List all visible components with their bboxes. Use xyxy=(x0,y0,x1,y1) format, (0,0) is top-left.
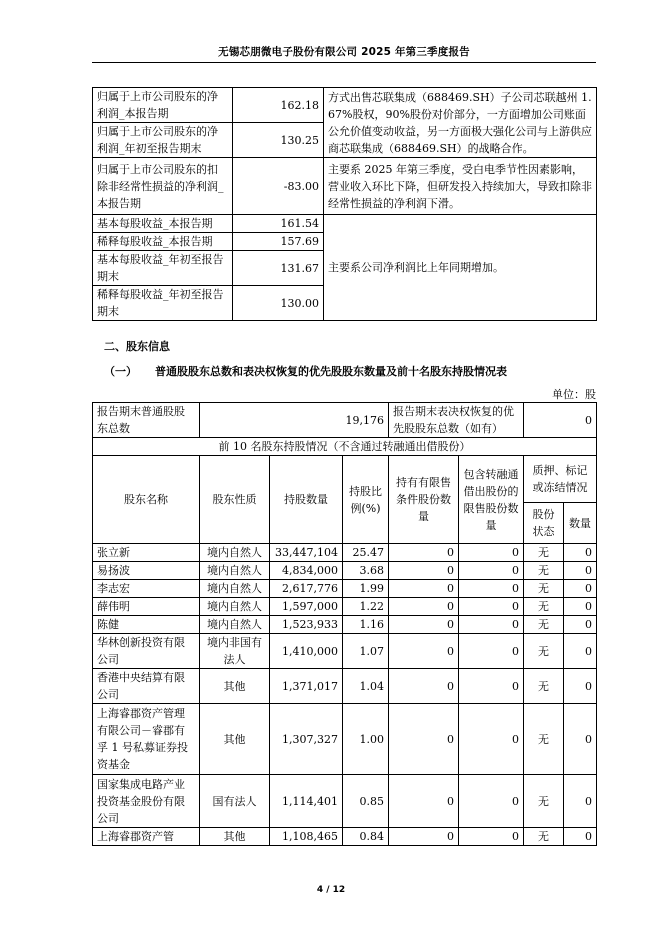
table-row xyxy=(93,775,597,828)
holder-ratio: 0.84 xyxy=(343,828,389,846)
holder-ratio: 1.22 xyxy=(343,598,389,616)
table-row xyxy=(93,544,597,562)
shareholder-table xyxy=(92,402,597,846)
finance-label: 归属于上市公司股东的净利润_本报告期 xyxy=(93,88,233,123)
table-row xyxy=(93,704,597,775)
holder-ratio: 1.00 xyxy=(343,704,389,775)
holder-ratio: 1.04 xyxy=(343,669,389,704)
holder-shares: 4,834,000 xyxy=(270,562,343,580)
table-row xyxy=(93,598,597,616)
header-rule xyxy=(92,62,596,63)
holder-lent: 0 xyxy=(459,704,524,775)
holder-status: 无 xyxy=(524,634,564,669)
finance-value: 130.25 xyxy=(233,123,324,158)
holder-status: 无 xyxy=(524,704,564,775)
holder-nature: 境内自然人 xyxy=(200,544,270,562)
holder-name: 上海睿郡资产管理有限公司－睿郡有孚 1 号私募证券投资基金 xyxy=(93,704,200,775)
finance-label: 稀释每股收益_年初至报告期末 xyxy=(93,286,233,321)
page-number: 4 / 12 xyxy=(316,885,346,895)
holder-shares: 1,108,465 xyxy=(270,828,343,846)
holder-restricted: 0 xyxy=(389,544,459,562)
table-row xyxy=(93,580,597,598)
holder-nature: 境内自然人 xyxy=(200,562,270,580)
holder-status: 无 xyxy=(524,580,564,598)
table-row xyxy=(93,634,597,669)
holder-status: 无 xyxy=(524,669,564,704)
holder-restricted: 0 xyxy=(389,598,459,616)
subsection-number: （一） xyxy=(104,365,137,378)
holder-name: 陈健 xyxy=(93,616,200,634)
finance-label: 稀释每股收益_本报告期 xyxy=(93,233,233,251)
finance-value: 130.00 xyxy=(233,286,324,321)
holder-lent: 0 xyxy=(459,580,524,598)
finance-label: 基本每股收益_年初至报告期末 xyxy=(93,251,233,286)
finance-reason: 方式出售芯联集成（688469.SH）子公司芯联越州 1.67%股权，90%股份对价部分，一方面增加公司账面公允价值变动收益，另一方面极大强化公司与上游供应商芯联集成（688469.SH）的战略合作。 xyxy=(324,88,597,158)
holder-shares: 1,371,017 xyxy=(270,669,343,704)
holder-restricted: 0 xyxy=(389,562,459,580)
holder-shares: 2,617,776 xyxy=(270,580,343,598)
holder-name: 上海睿郡资产管 xyxy=(93,828,200,846)
finance-value: -83.00 xyxy=(233,158,324,215)
holder-qty: 0 xyxy=(564,634,597,669)
holder-name: 香港中央结算有限公司 xyxy=(93,669,200,704)
holder-status: 无 xyxy=(524,598,564,616)
holder-nature: 境内自然人 xyxy=(200,580,270,598)
holder-ratio: 3.68 xyxy=(343,562,389,580)
header-status: 股份状态 xyxy=(524,503,564,544)
table-row xyxy=(93,562,597,580)
pref-holders-label: 报告期末表决权恢复的优先股股东总数（如有） xyxy=(389,403,524,438)
holder-status: 无 xyxy=(524,775,564,828)
subsection-text: 普通股股东总数和表决权恢复的优先股股东数量及前十名股东持股情况表 xyxy=(155,365,507,378)
total-holders-value: 19,176 xyxy=(200,403,389,438)
table-row xyxy=(93,828,597,846)
holder-lent: 0 xyxy=(459,598,524,616)
holder-status: 无 xyxy=(524,544,564,562)
holder-nature: 境内非国有法人 xyxy=(200,634,270,669)
holder-shares: 1,307,327 xyxy=(270,704,343,775)
header-ratio: 持股比例(%) xyxy=(343,456,389,544)
finance-label: 归属于上市公司股东的扣除非经常性损益的净利润_本报告期 xyxy=(93,158,233,215)
holder-qty: 0 xyxy=(564,828,597,846)
header-qty: 数量 xyxy=(564,503,597,544)
header-name: 股东名称 xyxy=(93,456,200,544)
holder-lent: 0 xyxy=(459,544,524,562)
holder-qty: 0 xyxy=(564,562,597,580)
holder-restricted: 0 xyxy=(389,828,459,846)
finance-reason: 主要系公司净利润比上年同期增加。 xyxy=(324,215,597,321)
holder-name: 易扬波 xyxy=(93,562,200,580)
holder-shares: 1,410,000 xyxy=(270,634,343,669)
holder-name: 华林创新投资有限公司 xyxy=(93,634,200,669)
finance-table xyxy=(92,87,597,321)
total-holders-label: 报告期末普通股股东总数 xyxy=(93,403,200,438)
holder-restricted: 0 xyxy=(389,775,459,828)
holder-nature: 其他 xyxy=(200,669,270,704)
holder-ratio: 1.07 xyxy=(343,634,389,669)
holder-qty: 0 xyxy=(564,544,597,562)
holder-lent: 0 xyxy=(459,828,524,846)
header-nature: 股东性质 xyxy=(200,456,270,544)
holder-restricted: 0 xyxy=(389,669,459,704)
holder-nature: 境内自然人 xyxy=(200,598,270,616)
holder-shares: 1,597,000 xyxy=(270,598,343,616)
finance-value: 131.67 xyxy=(233,251,324,286)
table-row xyxy=(93,616,597,634)
holder-name: 李志宏 xyxy=(93,580,200,598)
finance-value: 161.54 xyxy=(233,215,324,233)
holder-shares: 1,523,933 xyxy=(270,616,343,634)
holder-name: 张立新 xyxy=(93,544,200,562)
holder-shares: 1,114,401 xyxy=(270,775,343,828)
finance-label: 归属于上市公司股东的净利润_年初至报告期末 xyxy=(93,123,233,158)
header-restricted: 持有有限售条件股份数量 xyxy=(389,456,459,544)
holder-qty: 0 xyxy=(564,598,597,616)
holder-status: 无 xyxy=(524,616,564,634)
holder-nature: 国有法人 xyxy=(200,775,270,828)
holder-qty: 0 xyxy=(564,669,597,704)
holder-nature: 其他 xyxy=(200,704,270,775)
holder-lent: 0 xyxy=(459,775,524,828)
holder-qty: 0 xyxy=(564,580,597,598)
holder-qty: 0 xyxy=(564,704,597,775)
holder-status: 无 xyxy=(524,562,564,580)
finance-label: 基本每股收益_本报告期 xyxy=(93,215,233,233)
holder-name: 国家集成电路产业投资基金股份有限公司 xyxy=(93,775,200,828)
holder-shares: 33,447,104 xyxy=(270,544,343,562)
holder-lent: 0 xyxy=(459,634,524,669)
holder-lent: 0 xyxy=(459,616,524,634)
holder-nature: 其他 xyxy=(200,828,270,846)
subsection-title xyxy=(104,363,507,379)
finance-reason: 主要系 2025 年第三季度，受白电季节性因素影响，营业收入环比下降，但研发投入持续加大，导致扣除非经常性损益的净利润下滑。 xyxy=(324,158,597,215)
holder-qty: 0 xyxy=(564,775,597,828)
report-header: 无锡芯朋微电子股份有限公司 2025 年第三季度报告 xyxy=(218,46,470,58)
holder-ratio: 25.47 xyxy=(343,544,389,562)
header-lent: 包含转融通借出股份的限售股份数量 xyxy=(459,456,524,544)
table-row xyxy=(93,669,597,704)
header-pledge: 质押、标记或冻结情况 xyxy=(524,456,597,503)
holder-ratio: 1.16 xyxy=(343,616,389,634)
finance-value: 162.18 xyxy=(233,88,324,123)
holder-ratio: 1.99 xyxy=(343,580,389,598)
holder-restricted: 0 xyxy=(389,704,459,775)
section-title: 二、股东信息 xyxy=(104,340,170,353)
header-shares: 持股数量 xyxy=(270,456,343,544)
unit-label: 单位：股 xyxy=(552,388,596,401)
holder-restricted: 0 xyxy=(389,580,459,598)
holder-qty: 0 xyxy=(564,616,597,634)
holder-name: 薛伟明 xyxy=(93,598,200,616)
holder-lent: 0 xyxy=(459,669,524,704)
holder-status: 无 xyxy=(524,828,564,846)
holder-lent: 0 xyxy=(459,562,524,580)
holder-restricted: 0 xyxy=(389,634,459,669)
pref-holders-value: 0 xyxy=(524,403,597,438)
holder-ratio: 0.85 xyxy=(343,775,389,828)
finance-value: 157.69 xyxy=(233,233,324,251)
top10-title: 前 10 名股东持股情况（不含通过转融通出借股份） xyxy=(93,438,597,456)
holder-restricted: 0 xyxy=(389,616,459,634)
holder-nature: 境内自然人 xyxy=(200,616,270,634)
